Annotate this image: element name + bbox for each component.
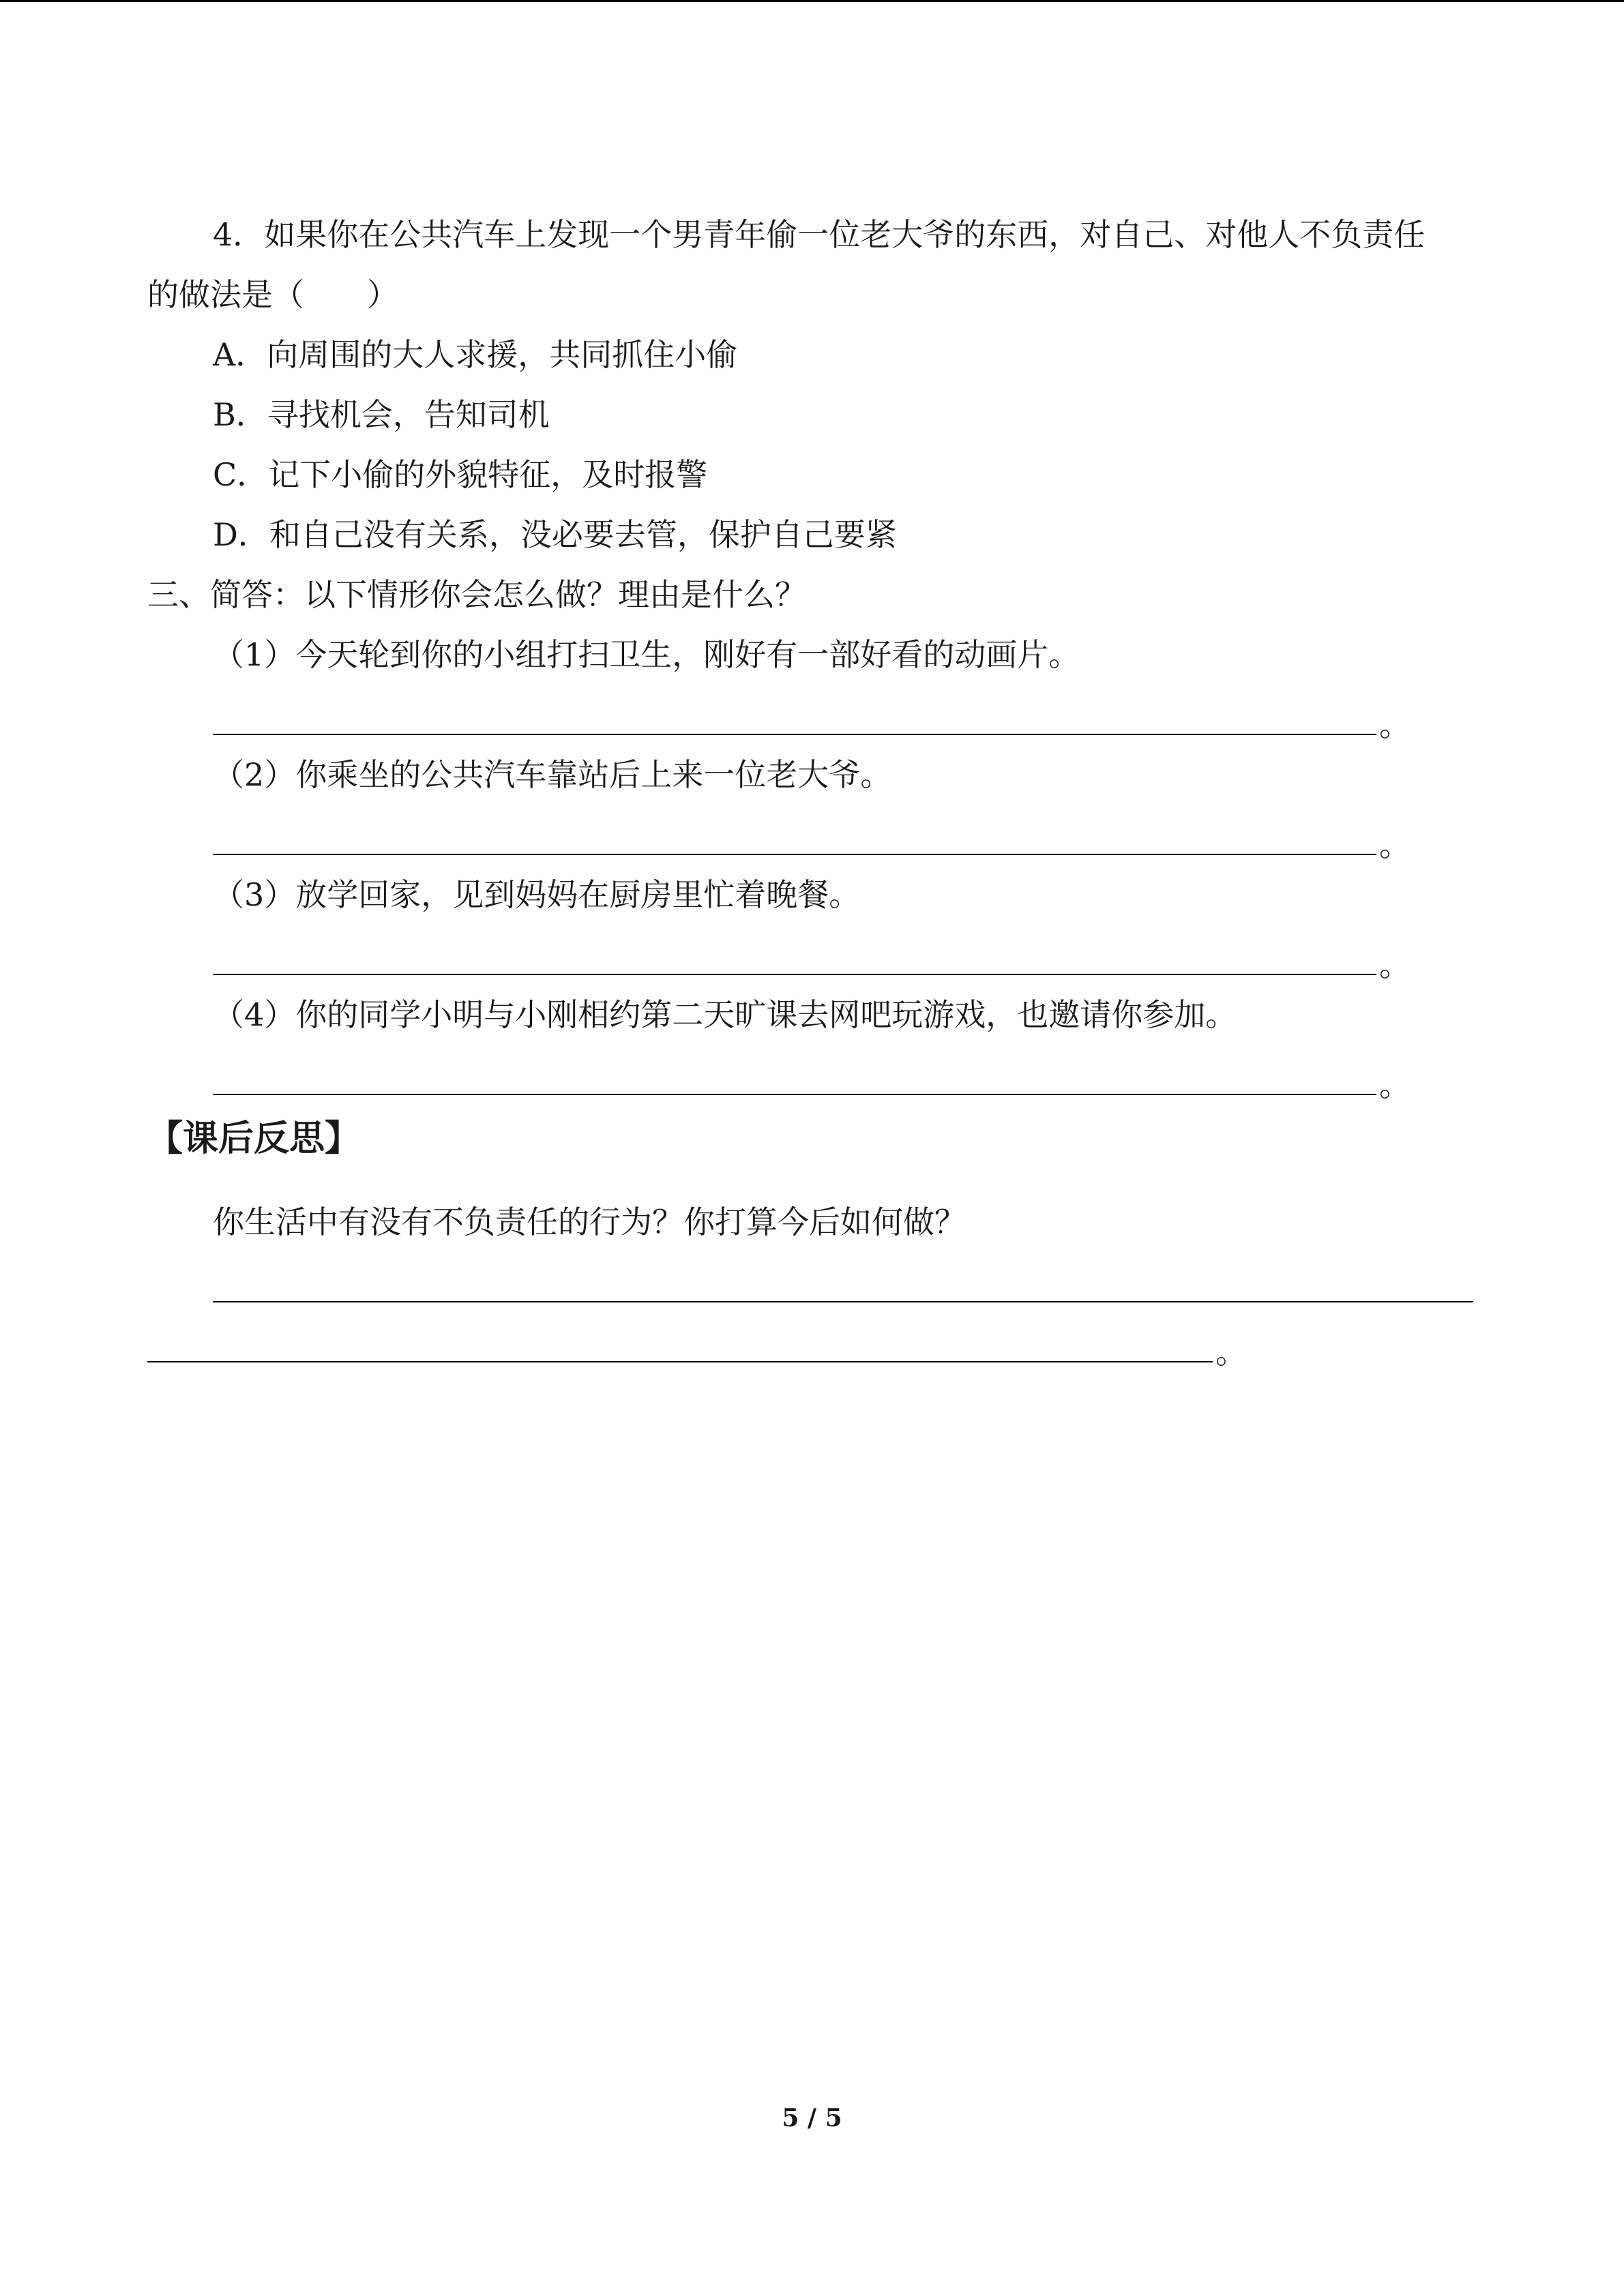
answer-underline (213, 734, 1376, 735)
answer-period: 。 (1379, 946, 1411, 983)
answer-period: 。 (1215, 1334, 1247, 1371)
answer-underline (213, 1094, 1376, 1095)
reflection-answer-field-2[interactable] (147, 1330, 1252, 1371)
short-answer-item-1: （1）今天轮到你的小组打扫卫生，刚好有一部好看的动画片。 (213, 636, 1080, 673)
reflection-heading: 【课后反思】 (147, 1118, 361, 1159)
question-4-option-c: C．记下小偷的外貌特征，及时报警 (213, 456, 708, 493)
answer-field-2[interactable] (213, 822, 1411, 863)
short-answer-item-2: （2）你乘坐的公共汽车靠站后上来一位老大爷。 (213, 756, 892, 793)
question-4-stem-line-2: 的做法是（ ） (147, 276, 398, 313)
question-4-option-b: B．寻找机会，告知司机 (213, 396, 550, 433)
answer-field-1[interactable] (213, 702, 1411, 743)
page-number: 5 / 5 (782, 2104, 842, 2132)
question-4-stem-line-1: 4．如果你在公共汽车上发现一个男青年偷一位老大爷的东西，对自己、对他人不负责任 (213, 216, 1426, 253)
answer-underline (147, 1361, 1213, 1362)
page-top-border (0, 0, 1624, 2)
answer-underline (213, 974, 1376, 975)
answer-period: 。 (1379, 706, 1411, 743)
answer-underline (213, 854, 1376, 855)
question-4-option-d: D．和自己没有关系，没必要去管，保护自己要紧 (213, 516, 897, 553)
answer-underline (213, 1301, 1473, 1302)
answer-field-3[interactable] (213, 942, 1411, 983)
answer-period: 。 (1379, 826, 1411, 863)
answer-field-4[interactable] (213, 1062, 1411, 1103)
short-answer-item-3: （3）放学回家，见到妈妈在厨房里忙着晚餐。 (213, 876, 861, 913)
short-answer-item-4: （4）你的同学小明与小刚相约第二天旷课去网吧玩游戏，也邀请你参加。 (213, 996, 1237, 1033)
reflection-prompt: 你生活中有没有不负责任的行为？你打算今后如何做？ (213, 1204, 966, 1240)
section-3-title: 三、简答：以下情形你会怎么做？理由是什么？ (147, 576, 806, 613)
question-4-option-a: A．向周围的大人求援，共同抓住小偷 (213, 336, 738, 373)
reflection-answer-field-1[interactable] (213, 1270, 1475, 1311)
answer-period: 。 (1379, 1067, 1411, 1103)
